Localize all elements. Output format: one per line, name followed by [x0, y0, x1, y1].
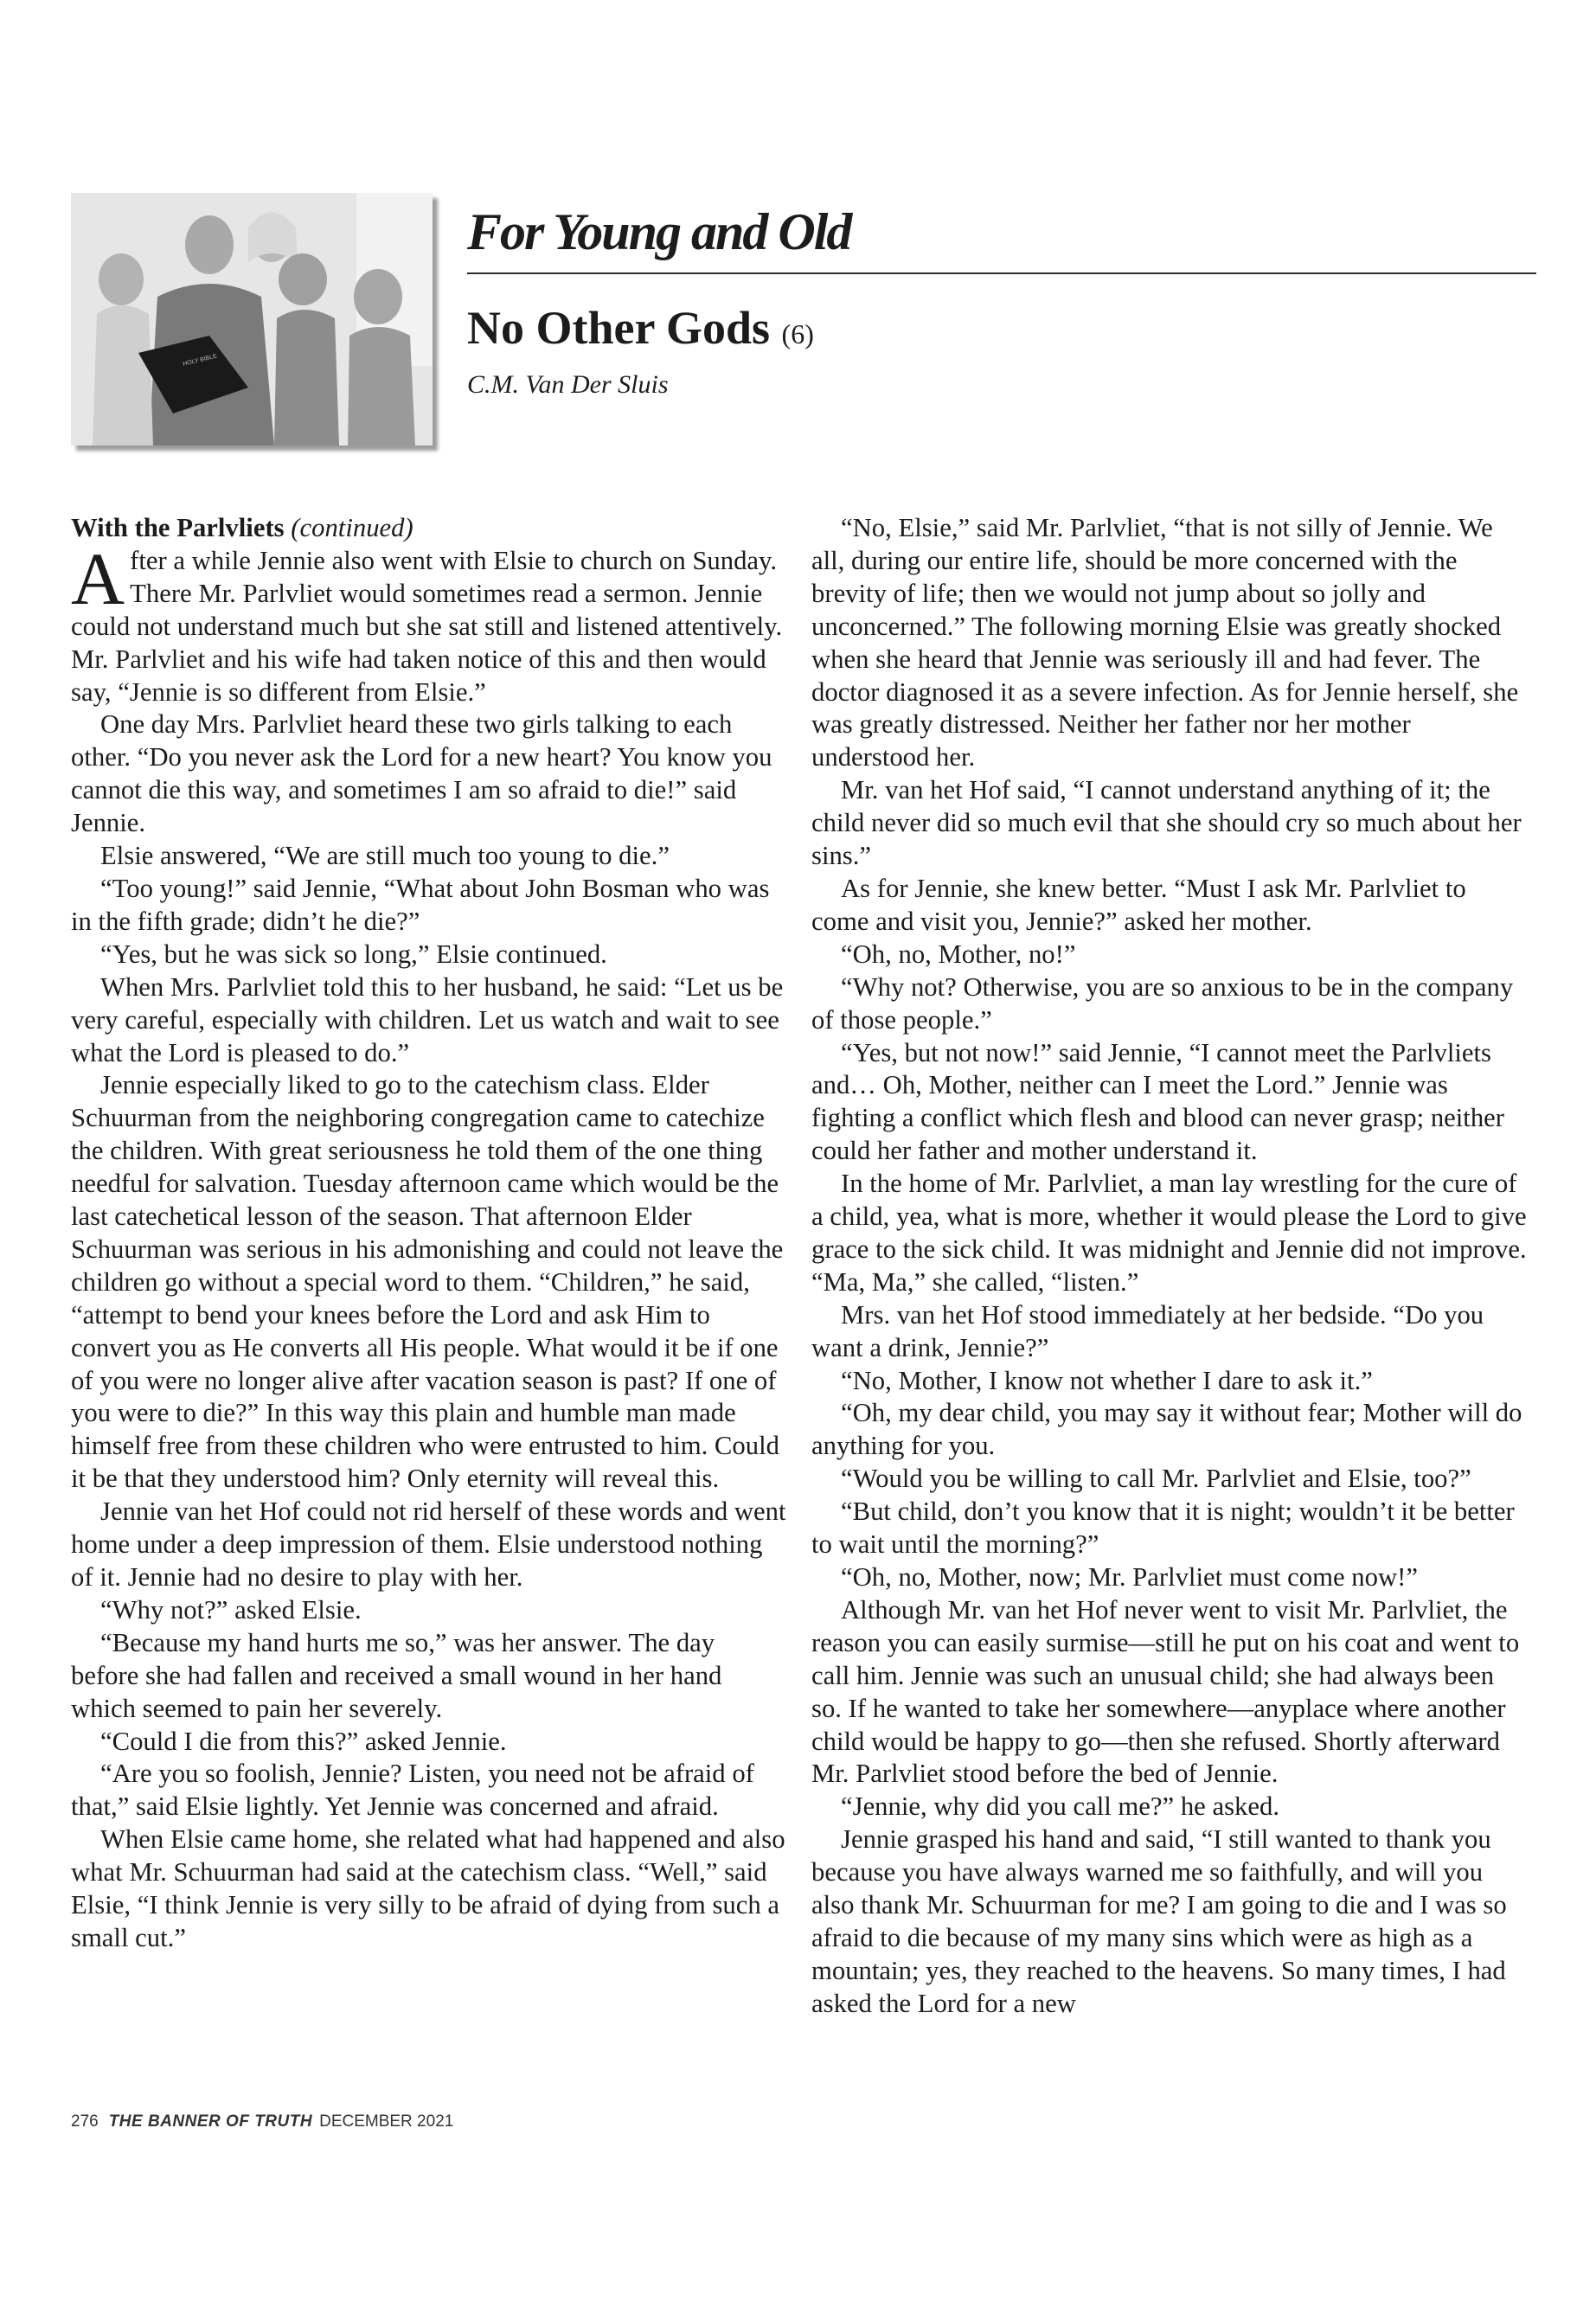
family-bible-photo: [71, 193, 433, 445]
drop-cap: A: [71, 536, 125, 620]
paragraph: [71, 536, 787, 709]
paragraph: “Would you be willing to call Mr. Parlvliet and Elsie, too?”: [841, 1464, 1471, 1494]
article-author: C.M. Van Der Sluis: [467, 370, 669, 399]
family-reading-illustration: [71, 193, 433, 445]
paragraph: Jennie grasped his hand and said, “I still wanted to thank you because you have always warned me so faithfully, and will you also thank Mr. Schuurman for me? I am going to die and I was so afraid to die because of my many sins which were as high as a mountain; yes, they reached to the heavens. So many times, I had asked the Lord for a new: [811, 1824, 1507, 2018]
paragraph: Elsie answered, “We are still much too young to die.”: [100, 841, 670, 871]
paragraph: When Elsie came home, she related what had happened and also what Mr. Schuurman had said at the catechism class. “Well,” said Elsie, “I think Jennie is very silly to be afraid of dying from such a small cut.”: [71, 1824, 785, 1952]
paragraph: As for Jennie, she knew better. “Must I ask Mr. Parlvliet to come and visit you, Jennie?” asked her mother.: [811, 873, 1466, 936]
paragraph-text: fter a while Jennie also went with Elsie to church on Sunday. There Mr. Parlvliet would sometimes read a sermon. Jennie could not understand much but she sat still and listened attentively. Mr. Parlvliet and his wife had taken notice of this and then would say, “Jennie is so different from Elsie.”: [71, 545, 783, 707]
paragraph: In the home of Mr. Parlvliet, a man lay wrestling for the cure of a child, yea, what is more, whether it would please the Lord to give grace to the sick child. It was midnight and Jennie did not improve. “Ma, Ma,” she called, “listen.”: [811, 1169, 1527, 1297]
paragraph: Jennie van het Hof could not rid herself of these words and went home under a deep impression of them. Elsie understood nothing of it. Jennie had no desire to play with her.: [71, 1497, 786, 1592]
paragraph: “Are you so foolish, Jennie? Listen, you need not be afraid of that,” said Elsie lightly. Yet Jennie was concerned and afraid.: [71, 1759, 754, 1822]
subheading-note: (continued): [291, 513, 413, 542]
paragraph: “No, Elsie,” said Mr. Parlvliet, “that is not silly of Jennie. We all, during our entire life, should be more concerned with the brevity of life; then we would not jump about so jolly and unconcerned.” The following morning Elsie was greatly shocked when she heard that Jennie was seriously ill and had fever. The doctor diagnosed it as a severe infection. As for Jennie herself, she was greatly distressed. Neither her father nor her mother understood her.: [811, 513, 1519, 772]
section-title: For Young and Old: [467, 203, 851, 260]
article-part-number: (6): [781, 318, 814, 349]
paragraph: Jennie especially liked to go to the catechism class. Elder Schuurman from the neighboring congregation came to catechize the children. With great seriousness he told them of the one thing needful for salvation. Tuesday afternoon came which would be the last catechetical lesson of the season. That afternoon Elder Schuurman was serious in his admonishing and could not leave the children go without a special word to them. “Children,” he said, “attempt to bend your knees before the Lord and ask Him to convert you as He converts all His people. What would it be if one of you were no longer alive after vacation season is past? If one of you were to die?” In this way this plain and humble man made himself free from these children who were entrusted to him. Could it be that they understood him? Only eternity will reveal this.: [71, 1070, 784, 1494]
paragraph: “Jennie, why did you call me?” he asked.: [841, 1791, 1280, 1822]
publication-name: THE BANNER OF TRUTH: [108, 2112, 313, 2131]
right-column: [811, 512, 1528, 2021]
bible-cover-text: HOLY BIBLE: [182, 353, 218, 368]
paragraph: Although Mr. van het Hof never went to visit Mr. Parlvliet, the reason you can easily surmise—still he put on his coat and went to call him. Jennie was such an unusual child; she had always been so. If he wanted to take her somewhere—anyplace where another child would be happy to go—then she refused. Shortly afterward Mr. Parlvliet stood before the bed of Jennie.: [811, 1594, 1520, 1789]
paragraph: One day Mrs. Parlvliet heard these two girls talking to each other. “Do you never ask the Lord for a new heart? You know you cannot die this way, and sometimes I am so afraid to die!” said Jennie.: [71, 709, 772, 838]
paragraph: “Oh, no, Mother, now; Mr. Parlvliet must come now!”: [841, 1562, 1418, 1592]
issue-date: DECEMBER 2021: [319, 2112, 454, 2131]
paragraph: Mrs. van het Hof stood immediately at her bedside. “Do you want a drink, Jennie?”: [811, 1299, 1484, 1362]
page-footer: [71, 2112, 453, 2131]
paragraph: “Too young!” said Jennie, “What about John Bosman who was in the fifth grade; didn’t he die?”: [71, 873, 770, 936]
paragraph: “Why not?” asked Elsie.: [100, 1594, 362, 1625]
paragraph: “Yes, but he was sick so long,” Elsie continued.: [100, 939, 607, 969]
paragraph: When Mrs. Parlvliet told this to her husband, he said: “Let us be very careful, especially with children. Let us watch and wait to see what the Lord is pleased to do.”: [71, 971, 784, 1067]
paragraph: “Oh, my dear child, you may say it without fear; Mother will do anything for you.: [811, 1398, 1522, 1461]
paragraph: Mr. van het Hof said, “I cannot understand anything of it; the child never did so much evil that she should cry so much about her sins.”: [811, 775, 1522, 871]
paragraph: “But child, don’t you know that it is night; wouldn’t it be better to wait until the morning?”: [811, 1497, 1515, 1560]
section-title-rule: [467, 272, 1536, 274]
article-title: [467, 302, 814, 354]
paragraph: “Why not? Otherwise, you are so anxious to be in the company of those people.”: [811, 971, 1514, 1035]
paragraph: “Oh, no, Mother, no!”: [841, 939, 1076, 969]
paragraph: “Because my hand hurts me so,” was her answer. The day before she had fallen and received a small wound in her hand which seemed to pain her severely.: [71, 1627, 722, 1723]
left-column: [71, 512, 787, 1955]
subheading-title: With the Parlvliets: [71, 513, 285, 542]
paragraph: “Yes, but not now!” said Jennie, “I cannot meet the Parlvliets and… Oh, Mother, neither can I meet the Lord.” Jennie was fighting a conflict which flesh and blood can never grasp; neither could her father and mother understand it.: [811, 1037, 1505, 1166]
page-number: 276: [71, 2112, 99, 2131]
article-title-text: No Other Gods: [467, 302, 771, 354]
paragraph: “Could I die from this?” asked Jennie.: [100, 1726, 507, 1756]
subheading: [71, 512, 787, 545]
paragraph: “No, Mother, I know not whether I dare to ask it.”: [841, 1365, 1373, 1395]
